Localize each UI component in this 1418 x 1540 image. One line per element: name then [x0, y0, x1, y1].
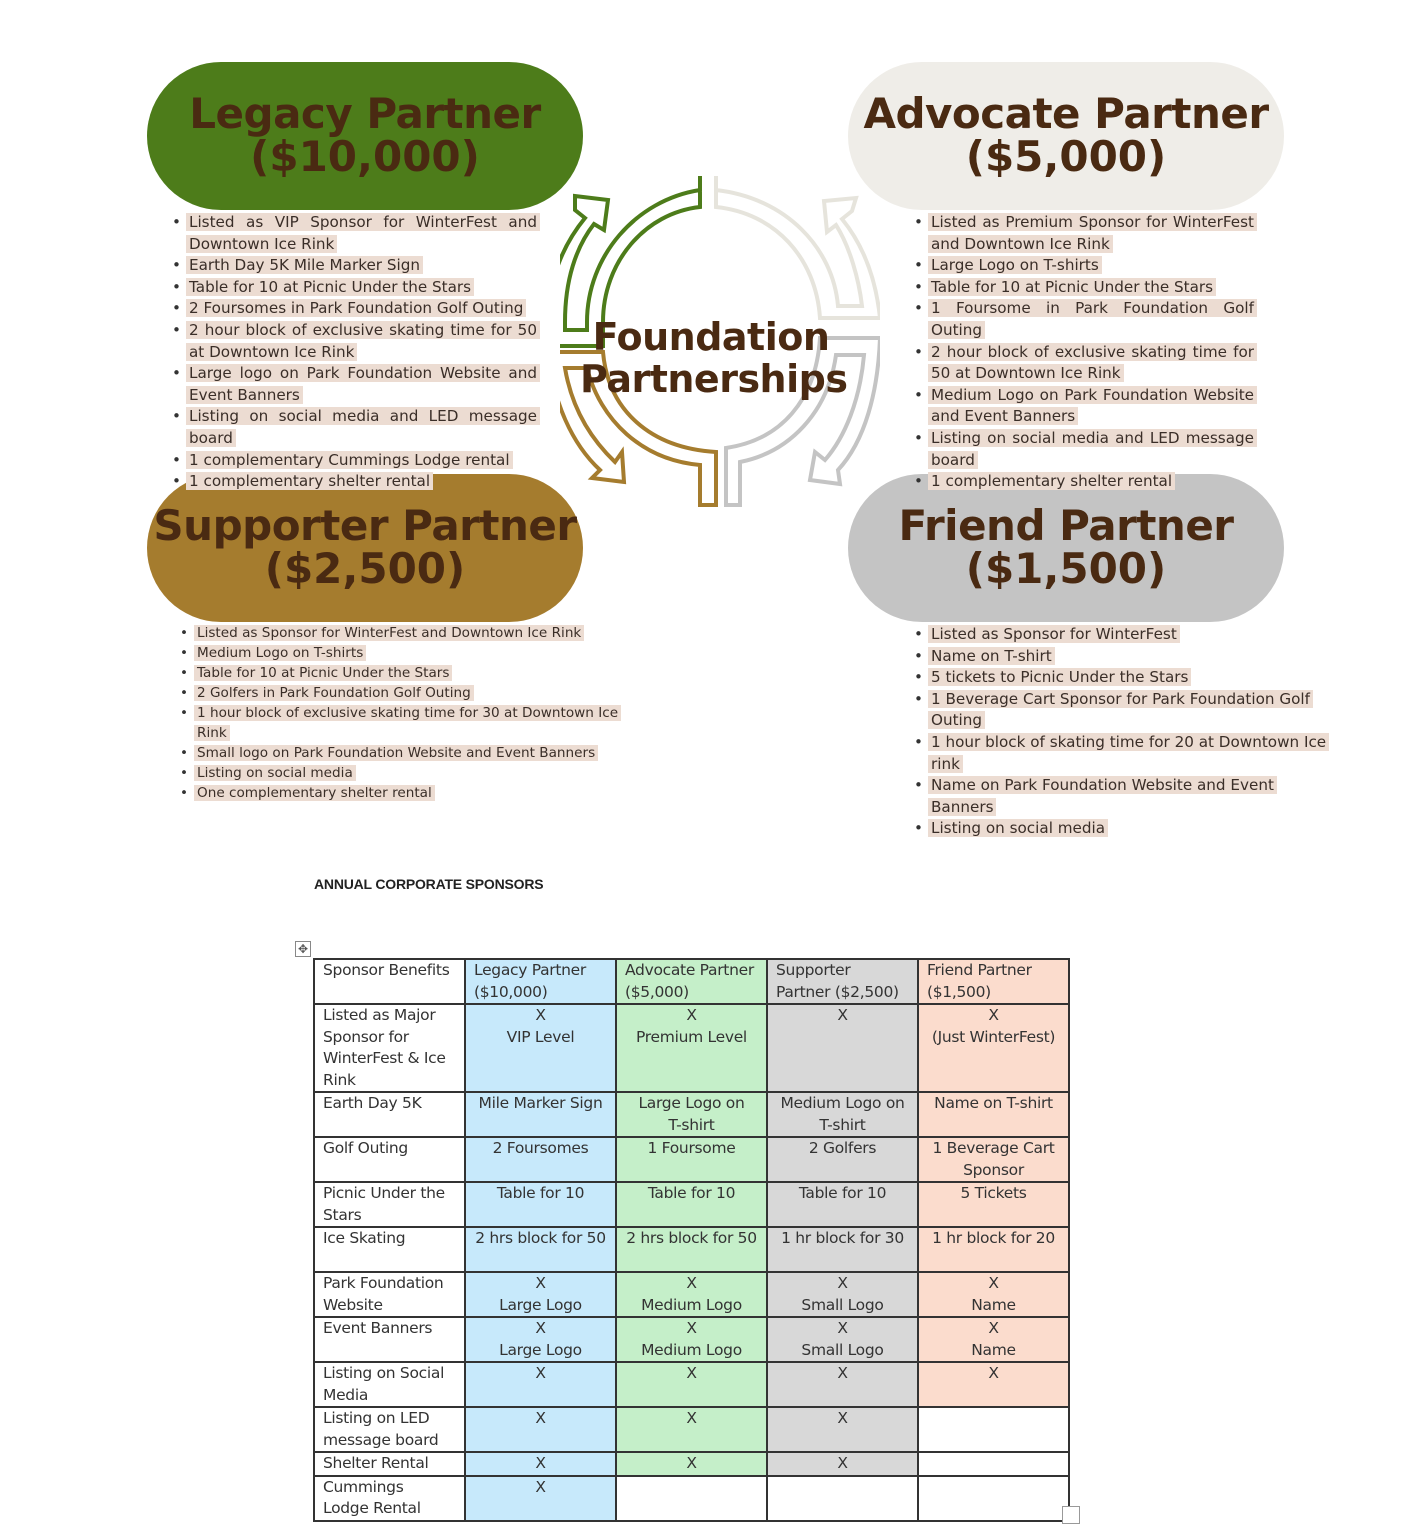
light-cycle-arrow	[716, 176, 880, 318]
benefit-item: • Listing on social media and LED message board	[912, 428, 1257, 471]
legacy-cell: X	[465, 1476, 616, 1521]
supporter-cell	[767, 1476, 918, 1521]
friend-cell: X Name	[918, 1317, 1069, 1362]
benefit-name-cell: Listing on Social Media	[314, 1362, 465, 1407]
legacy-benefits-list	[170, 212, 540, 493]
table-header-row	[314, 959, 1069, 1004]
benefit-item: • 1 complementary shelter rental	[170, 471, 540, 493]
table-heading: ANNUAL CORPORATE SPONSORS	[314, 876, 544, 892]
advocate-cell	[616, 1476, 767, 1521]
benefit-item: • Medium Logo on T-shirts	[178, 643, 628, 663]
friend-cell: 5 Tickets	[918, 1182, 1069, 1227]
friend-cell	[918, 1452, 1069, 1476]
supporter-cell: X Small Logo	[767, 1272, 918, 1317]
advocate-cell: 1 Foursome	[616, 1137, 767, 1182]
benefit-name-cell: Golf Outing	[314, 1137, 465, 1182]
advocate-cell: X	[616, 1407, 767, 1452]
legacy-cell: X VIP Level	[465, 1004, 616, 1092]
advocate-benefits-list	[912, 212, 1257, 493]
advocate-cell: Table for 10	[616, 1182, 767, 1227]
legacy-cell: X Large Logo	[465, 1272, 616, 1317]
friend-cell: X (Just WinterFest)	[918, 1004, 1069, 1092]
table-row	[314, 1092, 1069, 1137]
benefit-name-cell: Listed as Major Sponsor for WinterFest & Ice Rink	[314, 1004, 465, 1092]
friend-cell: Name on T-shirt	[918, 1092, 1069, 1137]
advocate-cell: X Premium Level	[616, 1004, 767, 1092]
supporter-cell: 1 hr block for 30	[767, 1227, 918, 1272]
benefit-item: • Medium Logo on Park Foundation Website and Event Banners	[912, 385, 1257, 428]
benefit-name-cell: Event Banners	[314, 1317, 465, 1362]
table-row	[314, 1317, 1069, 1362]
header-benefits: Sponsor Benefits	[314, 959, 465, 1004]
table-row	[314, 1362, 1069, 1407]
table-row	[314, 1407, 1069, 1452]
friend-cell: X	[918, 1362, 1069, 1407]
benefit-item: • Listed as Sponsor for WinterFest	[912, 624, 1342, 646]
benefit-name-cell: Park Foundation Website	[314, 1272, 465, 1317]
friend-partner-title	[848, 474, 1284, 622]
benefit-name-cell: Cummings Lodge Rental	[314, 1476, 465, 1521]
benefit-item: • Table for 10 at Picnic Under the Stars	[178, 663, 628, 683]
benefit-item: • Large Logo on T-shirts	[912, 255, 1257, 277]
legacy-cell: 2 hrs block for 50	[465, 1227, 616, 1272]
advocate-cell: X	[616, 1362, 767, 1407]
legacy-partner-title	[147, 62, 583, 210]
benefit-item: • 1 Foursome in Park Foundation Golf Outing	[912, 298, 1257, 341]
benefit-item: • Listing on social media	[912, 818, 1342, 840]
move-icon[interactable]: ✥	[295, 941, 311, 957]
legacy-cell: 2 Foursomes	[465, 1137, 616, 1182]
friend-cell	[918, 1407, 1069, 1452]
table-row	[314, 1272, 1069, 1317]
advocate-partner-title	[848, 62, 1284, 210]
benefit-name-cell: Ice Skating	[314, 1227, 465, 1272]
header-legacy: Legacy Partner ($10,000)	[465, 959, 616, 1004]
benefit-item: • 1 complementary shelter rental	[912, 471, 1257, 493]
table-row	[314, 1004, 1069, 1092]
supporter-cell: X	[767, 1004, 918, 1092]
legacy-partner-name: Legacy Partner	[189, 89, 541, 139]
benefit-item: • 1 complementary Cummings Lodge rental	[170, 450, 540, 472]
supporter-partner-amount: ($2,500)	[264, 544, 466, 593]
legacy-partner-amount: ($10,000)	[250, 132, 480, 181]
legacy-cell: Mile Marker Sign	[465, 1092, 616, 1137]
supporter-benefits-list	[178, 623, 628, 803]
benefit-item: • Large logo on Park Foundation Website and Event Banners	[170, 363, 540, 406]
benefit-name-cell: Shelter Rental	[314, 1452, 465, 1476]
benefit-item: • Listing on social media	[178, 763, 628, 783]
benefit-item: • Listed as Sponsor for WinterFest and Downtown Ice Rink	[178, 623, 628, 643]
benefit-name-cell: Earth Day 5K	[314, 1092, 465, 1137]
benefit-name-cell: Picnic Under the Stars	[314, 1182, 465, 1227]
header-advocate: Advocate Partner ($5,000)	[616, 959, 767, 1004]
benefit-item: • Listed as Premium Sponsor for WinterFest and Downtown Ice Rink	[912, 212, 1257, 255]
header-friend: Friend Partner ($1,500)	[918, 959, 1069, 1004]
advocate-cell: 2 hrs block for 50	[616, 1227, 767, 1272]
benefit-item: • 1 hour block of skating time for 20 at Downtown Ice rink	[912, 732, 1342, 775]
friend-benefits-list	[912, 624, 1342, 840]
table-row	[314, 1182, 1069, 1227]
advocate-cell: Large Logo on T-shirt	[616, 1092, 767, 1137]
benefit-item: • Listing on social media and LED message board	[170, 406, 540, 449]
advocate-partner-amount: ($5,000)	[965, 132, 1167, 181]
advocate-cell: X Medium Logo	[616, 1272, 767, 1317]
supporter-cell: Medium Logo on T-shirt	[767, 1092, 918, 1137]
benefit-item: • Name on Park Foundation Website and Event Banners	[912, 775, 1342, 818]
table-row	[314, 1476, 1069, 1521]
friend-cell: X Name	[918, 1272, 1069, 1317]
benefit-item: • Table for 10 at Picnic Under the Stars	[912, 277, 1257, 299]
legacy-cell: X	[465, 1362, 616, 1407]
friend-cell: 1 Beverage Cart Sponsor	[918, 1137, 1069, 1182]
table-row	[314, 1137, 1069, 1182]
benefit-item: • Earth Day 5K Mile Marker Sign	[170, 255, 540, 277]
legacy-cell: X	[465, 1452, 616, 1476]
benefit-name-cell: Listing on LED message board	[314, 1407, 465, 1452]
friend-partner-name: Friend Partner	[898, 501, 1234, 551]
friend-partner-amount: ($1,500)	[965, 544, 1167, 593]
table-row	[314, 1452, 1069, 1476]
benefit-item: • 5 tickets to Picnic Under the Stars	[912, 667, 1342, 689]
benefit-item: • 2 Golfers in Park Foundation Golf Outing	[178, 683, 628, 703]
benefit-item: • One complementary shelter rental	[178, 783, 628, 803]
friend-cell	[918, 1476, 1069, 1521]
center-title-line1: Foundation	[592, 315, 830, 359]
benefit-item: • Small logo on Park Foundation Website and Event Banners	[178, 743, 628, 763]
supporter-cell: X	[767, 1452, 918, 1476]
supporter-partner-name: Supporter Partner	[153, 501, 577, 551]
benefit-item: • 1 Beverage Cart Sponsor for Park Foundation Golf Outing	[912, 689, 1342, 732]
supporter-cell: 2 Golfers	[767, 1137, 918, 1182]
legacy-cell: X Large Logo	[465, 1317, 616, 1362]
advocate-cell: X	[616, 1452, 767, 1476]
benefit-item: • 2 hour block of exclusive skating time for 50 at Downtown Ice Rink	[912, 342, 1257, 385]
friend-cell: 1 hr block for 20	[918, 1227, 1069, 1272]
supporter-partner-title	[147, 474, 583, 622]
center-title	[580, 315, 848, 401]
supporter-cell: X	[767, 1362, 918, 1407]
benefit-item: • 2 Foursomes in Park Foundation Golf Outing	[170, 298, 540, 320]
table-resize-handle[interactable]	[1062, 1506, 1080, 1524]
header-supporter: Supporter Partner ($2,500)	[767, 959, 918, 1004]
benefit-item: • Name on T-shirt	[912, 646, 1342, 668]
benefit-item: • Table for 10 at Picnic Under the Stars	[170, 277, 540, 299]
supporter-cell: X Small Logo	[767, 1317, 918, 1362]
legacy-cell: Table for 10	[465, 1182, 616, 1227]
center-title-line2: Partnerships	[580, 357, 848, 401]
benefit-item: • 1 hour block of exclusive skating time for 30 at Downtown Ice Rink	[178, 703, 628, 743]
benefit-item: • 2 hour block of exclusive skating time for 50 at Downtown Ice Rink	[170, 320, 540, 363]
benefit-item: • Listed as VIP Sponsor for WinterFest and Downtown Ice Rink	[170, 212, 540, 255]
table-row	[314, 1227, 1069, 1272]
supporter-cell: Table for 10	[767, 1182, 918, 1227]
supporter-cell: X	[767, 1407, 918, 1452]
sponsor-benefits-table	[313, 958, 1070, 1522]
legacy-cell: X	[465, 1407, 616, 1452]
advocate-partner-name: Advocate Partner	[863, 89, 1269, 139]
advocate-cell: X Medium Logo	[616, 1317, 767, 1362]
